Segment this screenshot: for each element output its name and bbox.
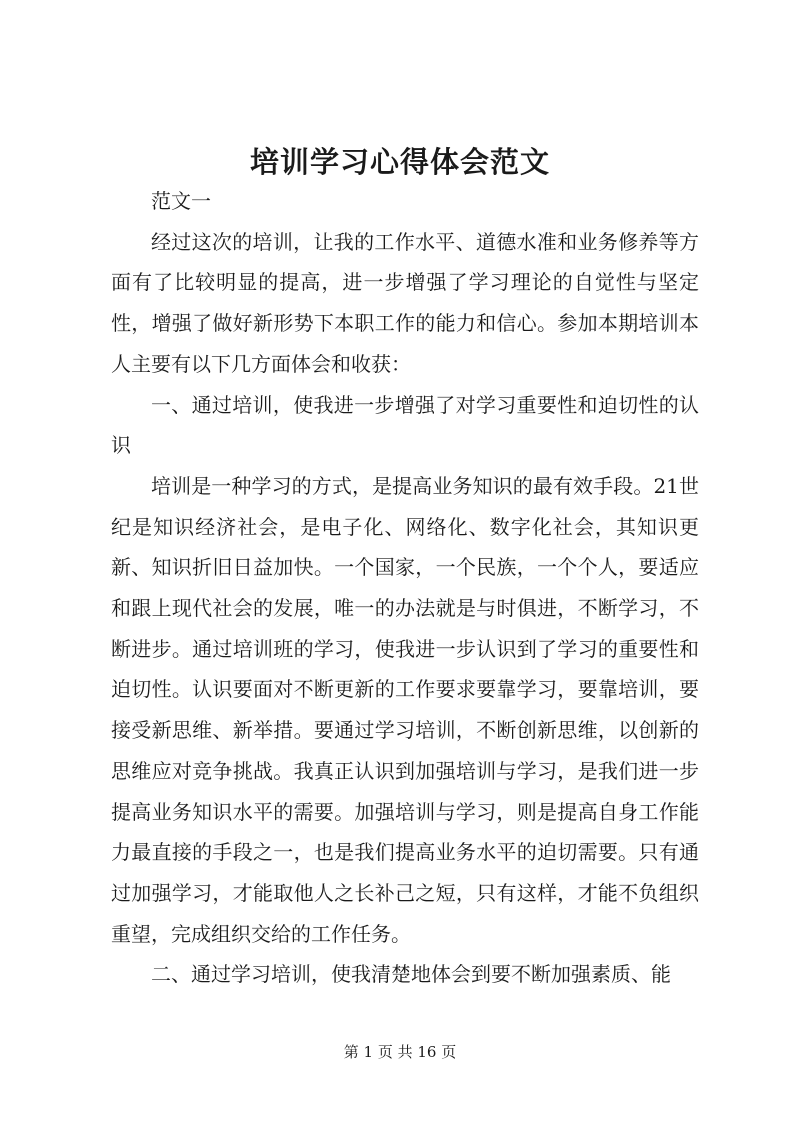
document-body [111,181,699,995]
paragraph-intro: 经过这次的培训，让我的工作水平、道德水准和业务修养等方面有了比较明显的提高，进一步增强了学习理论的自觉性与坚定性，增强了做好新形势下本职工作的能力和信心。参加本期培训本人主要有以下几方面体会和收获： [111,229,699,376]
paragraph-heading-two: 二、通过学习培训，使我清楚地体会到要不断加强素质、能 [151,962,671,987]
paragraph-training-body: 培训是一种学习的方式，是提高业务知识的最有效手段。21世纪是知识经济社会，是电子化、网络化、数字化社会，其知识更新、知识折旧日益加快。一个国家，一个民族，一个个人，要适应和跟上现代社会的发展，唯一的办法就是与时俱进，不断学习，不断进步。通过培训班的学习，使我进一步认识到了学习的重要性和迫切性。认识要面对不断更新的工作要求要靠学习，要靠培训，要接受新思维、新举措。要通过学习培训，不断创新思维，以创新的思维应对竞争挑战。我真正认识到加强培训与学习，是我们进一步提高业务知识水平的需要。加强培训与学习，则是提高自身工作能力最直接的手段之一，也是我们提高业务水平的迫切需要。只有通过加强学习，才能取他人之长补己之短，只有这样，才能不负组织重望，完成组织交给的工作任务。 [111,473,699,946]
document-title: 培训学习心得体会范文 [249,145,550,179]
paragraph-sample-label: 范文一 [151,189,211,213]
page-footer: 第 1 页 共 16 页 [343,1043,457,1061]
paragraph-heading-one: 一、通过培训，使我进一步增强了对学习重要性和迫切性的认识 [111,392,699,458]
